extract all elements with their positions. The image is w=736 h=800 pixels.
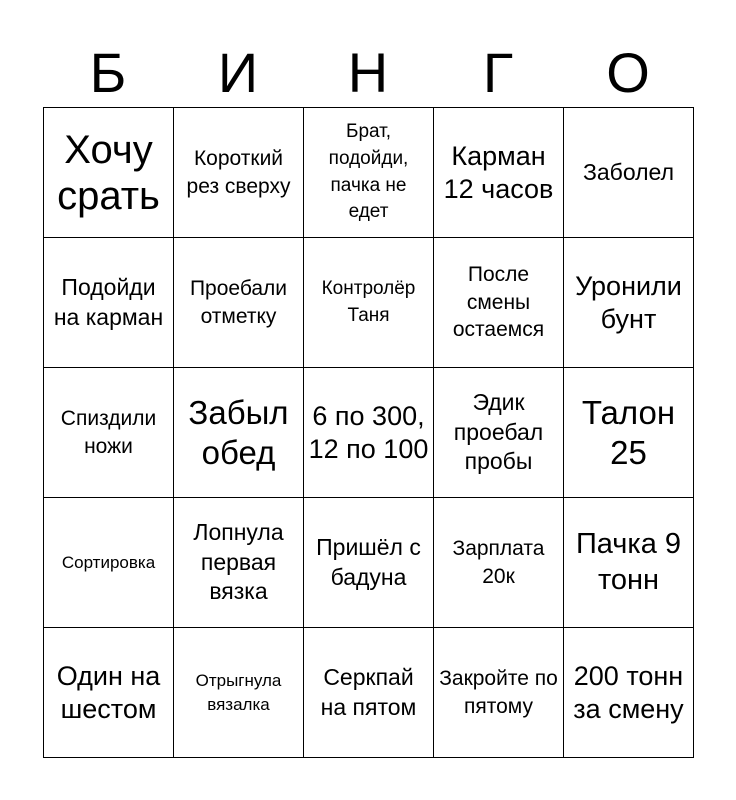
cell-text: Хочу срать: [57, 127, 160, 218]
bingo-cell[interactable]: [173, 367, 303, 497]
bingo-cell[interactable]: [563, 107, 693, 237]
cell-text: Контролёр Таня: [321, 277, 416, 326]
cell-text: Заболел: [582, 158, 674, 185]
header-letter-g: Г: [482, 41, 514, 104]
header-letter-o: О: [606, 41, 650, 104]
cell-text: Серкпай на пятом: [320, 663, 417, 720]
bingo-cell[interactable]: [433, 367, 563, 497]
bingo-cell[interactable]: [43, 497, 173, 627]
header-letter-i: И: [217, 41, 259, 104]
cell-text: Талон 25: [581, 393, 676, 471]
bingo-cell[interactable]: [43, 237, 173, 367]
cell-text: Отрыгнула вязалка: [195, 670, 282, 714]
cell-text: Спиздили ножи: [60, 406, 157, 458]
bingo-cell[interactable]: [173, 627, 303, 757]
cell-text: Зарплата 20к: [452, 536, 545, 588]
cell-text: Брат, подойди, пачка не едет: [328, 121, 409, 223]
bingo-cell[interactable]: [303, 237, 433, 367]
cell-text: Подойди на карман: [53, 273, 164, 330]
bingo-cell[interactable]: [433, 497, 563, 627]
cell-text: 6 по 300, 12 по 100: [308, 400, 429, 464]
bingo-cell[interactable]: [303, 627, 433, 757]
header-letter-n: Н: [347, 41, 389, 104]
bingo-cell[interactable]: [173, 237, 303, 367]
bingo-cell[interactable]: [563, 237, 693, 367]
cell-text: Забыл обед: [188, 393, 289, 471]
cell-text: После смены остаемся: [452, 262, 545, 342]
cell-text: Карман 12 часов: [443, 140, 554, 204]
header-letter-b: Б: [89, 41, 127, 104]
cell-text: Сортировка: [61, 552, 156, 572]
bingo-board: [43, 107, 694, 758]
cell-text: Проебали отметку: [189, 276, 288, 328]
cell-text: Лопнула первая вязка: [193, 518, 284, 605]
bingo-cell[interactable]: [43, 627, 173, 757]
cell-text: Закройте по пятому: [439, 666, 558, 718]
bingo-cell[interactable]: [433, 237, 563, 367]
cell-text: Пачка 9 тонн: [575, 528, 682, 596]
bingo-cell[interactable]: [43, 107, 173, 237]
cell-text: 200 тонн за смену: [573, 660, 684, 724]
bingo-header: [43, 38, 693, 108]
bingo-cell[interactable]: [303, 107, 433, 237]
bingo-cell[interactable]: [303, 367, 433, 497]
bingo-cell[interactable]: [303, 497, 433, 627]
bingo-cell[interactable]: [43, 367, 173, 497]
bingo-cell[interactable]: [563, 627, 693, 757]
cell-text: Короткий рез сверху: [186, 146, 291, 198]
bingo-cell[interactable]: [173, 107, 303, 237]
cell-text: Один на шестом: [56, 660, 161, 724]
bingo-cell[interactable]: [563, 367, 693, 497]
cell-text: Уронили бунт: [575, 270, 682, 334]
cell-text: Пришёл с бадуна: [316, 533, 421, 590]
bingo-cell[interactable]: [433, 627, 563, 757]
bingo-cell[interactable]: [563, 497, 693, 627]
bingo-cell[interactable]: [173, 497, 303, 627]
cell-text: Эдик проебал пробы: [453, 388, 544, 475]
bingo-cell[interactable]: [433, 107, 563, 237]
